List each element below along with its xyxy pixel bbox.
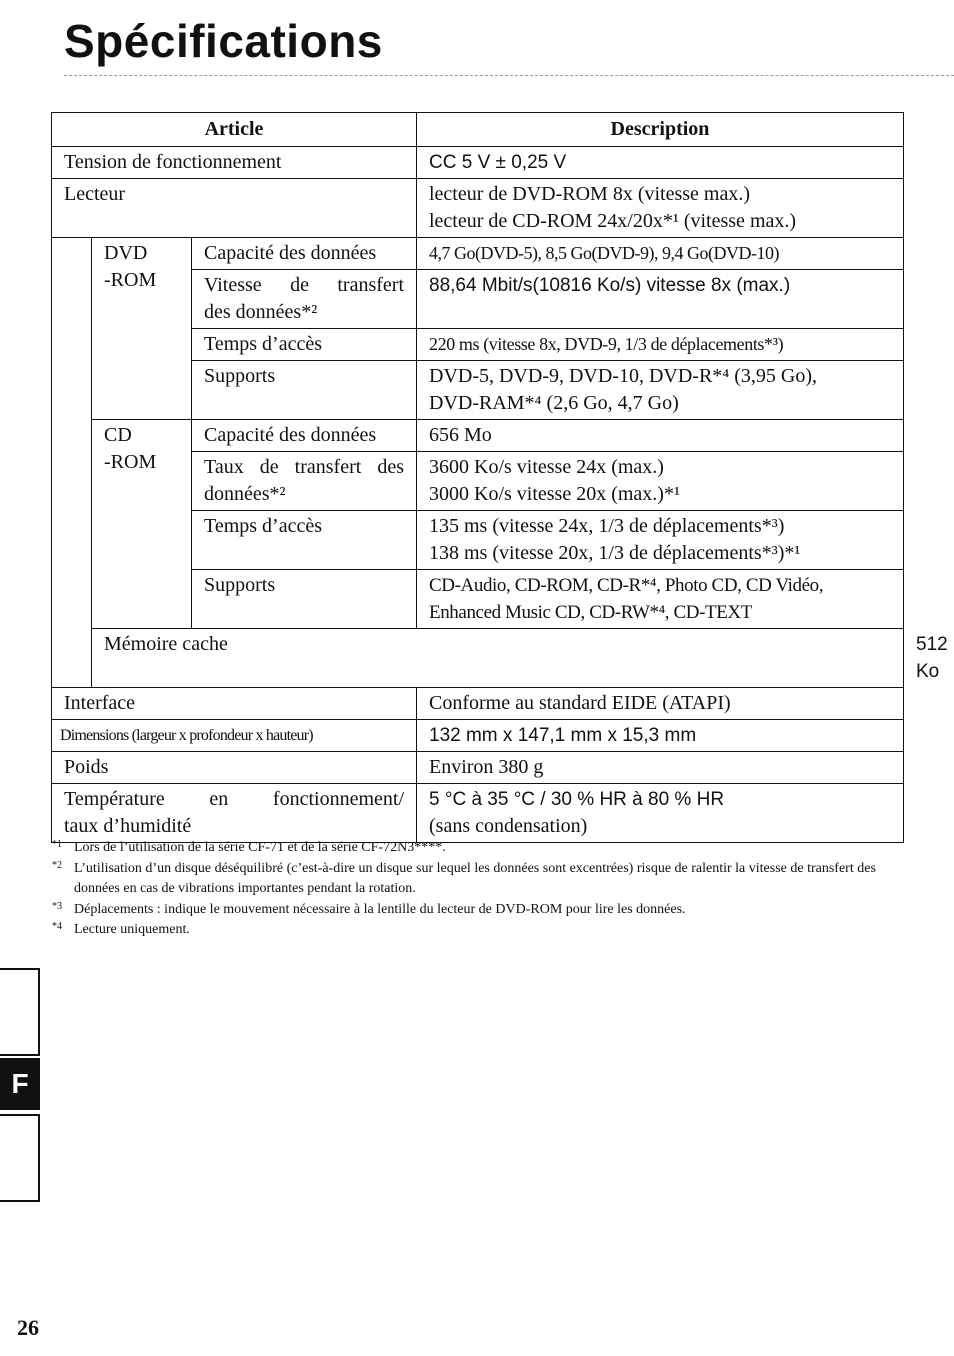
footnote-mark: *2 — [52, 859, 62, 871]
group-label-cd-line2: -ROM — [104, 451, 157, 473]
side-tab-upper — [0, 968, 40, 1056]
cd-supports-line2: Enhanced Music CD, CD-RW*⁴, CD-TEXT — [429, 602, 752, 623]
footnote-text: Lecture uniquement. — [74, 922, 190, 937]
table-row — [52, 179, 904, 238]
lecteur-line-dvd: lecteur de DVD-ROM 8x (vitesse max.) — [429, 183, 751, 205]
footnotes — [52, 838, 882, 941]
footnote-4 — [52, 920, 882, 941]
footnote-text: L’utilisation d’un disque déséquilibré (c’est-à-dire un disque sur lequel les données sont excentrées) risque de ralentir la vitesse de transfert des données en cas de vibrations importantes pendant la rotation. — [74, 860, 876, 896]
subgroup-indent — [52, 238, 92, 688]
table-row — [52, 238, 904, 270]
spec-label-cd-capacite: Capacité des données — [192, 420, 417, 452]
temperature-line1: 5 °C à 35 °C / 30 % HR à 80 % HR — [429, 789, 725, 810]
title-divider — [64, 75, 954, 76]
spec-label-tension: Tension de fonctionnement — [52, 147, 417, 179]
footnote-3 — [52, 900, 882, 921]
spec-value-lecteur — [417, 179, 904, 238]
table-row — [52, 784, 904, 843]
footnote-mark: *1 — [52, 839, 62, 850]
spec-label-dvd-capacite: Capacité des données — [192, 238, 417, 270]
cd-taux-label-line2: données*² — [204, 483, 286, 505]
side-tab-language: F — [0, 1058, 40, 1110]
group-label-cd-line1: CD — [104, 424, 132, 446]
cd-taux-label-line1: Taux de transfert des — [204, 456, 404, 478]
spec-label-dvd-vitesse — [192, 270, 417, 329]
specifications-table — [51, 112, 948, 843]
group-label-dvd-line2: -ROM — [104, 269, 157, 291]
footnote-mark: *4 — [52, 921, 62, 932]
spec-label-interface: Interface — [52, 688, 417, 720]
spec-label-cd-supports: Supports — [192, 570, 417, 629]
cd-taux-line2: 3000 Ko/s vitesse 20x (max.)*¹ — [429, 483, 680, 505]
dvd-supports-line2: DVD-RAM*⁴ (2,6 Go, 4,7 Go) — [429, 392, 679, 414]
spec-value-interface: Conforme au standard EIDE (ATAPI) — [417, 688, 904, 720]
spec-label-memoire: Mémoire cache — [92, 629, 904, 688]
table-row — [52, 420, 904, 452]
lecteur-line-cd: lecteur de CD-ROM 24x/20x*¹ (vitesse max.) — [429, 210, 797, 232]
spec-value-dvd-temps: 220 ms (vitesse 8x, DVD-9, 1/3 de déplacements*³) — [417, 329, 904, 361]
group-label-cd — [92, 420, 192, 629]
header-description: Description — [417, 113, 904, 147]
page-number: 26 — [17, 1315, 39, 1340]
temperature-label-line1: Température en fonctionnement/ — [64, 788, 404, 810]
spec-value-dvd-capacite: 4,7 Go(DVD-5), 8,5 Go(DVD-9), 9,4 Go(DVD-10) — [417, 238, 904, 270]
header-article: Article — [52, 113, 417, 147]
spec-value-dvd-vitesse: 88,64 Mbit/s(10816 Ko/s) vitesse 8x (max.) — [417, 270, 904, 329]
temperature-label-line2: taux d’humidité — [64, 815, 192, 837]
side-tab-lower — [0, 1114, 40, 1202]
spec-label-dvd-temps: Temps d’accès — [192, 329, 417, 361]
spec-value-cd-supports — [417, 570, 904, 629]
page-title: Spécifications — [64, 15, 383, 67]
table-row — [52, 147, 904, 179]
group-label-dvd — [92, 238, 192, 420]
spec-value-poids: Environ 380 g — [417, 752, 904, 784]
table-row — [52, 752, 904, 784]
spec-value-cd-temps — [417, 511, 904, 570]
cd-supports-line1: CD-Audio, CD-ROM, CD-R*⁴, Photo CD, CD Vidéo, — [429, 575, 824, 596]
footnote-text: Lors de l’utilisation de la série CF-71 et de la série CF-72N3****. — [74, 840, 446, 855]
group-label-dvd-line1: DVD — [104, 242, 148, 264]
temperature-line2: (sans condensation) — [429, 815, 588, 837]
spec-value-cd-taux — [417, 452, 904, 511]
table-row: Mémoire cache 512 Ko — [52, 629, 904, 688]
dvd-vitesse-label-line1: Vitesse de transfert — [204, 274, 404, 296]
dvd-vitesse-label-line2: des données*² — [204, 301, 318, 323]
table-row — [52, 720, 904, 752]
spec-value-cd-capacite: 656 Mo — [417, 420, 904, 452]
table-header-row — [52, 113, 904, 147]
cd-taux-line1: 3600 Ko/s vitesse 24x (max.) — [429, 456, 664, 478]
spec-label-dimensions: Dimensions (largeur x profondeur x hauteur) — [52, 720, 417, 752]
cd-temps-line2: 138 ms (vitesse 20x, 1/3 de déplacements*³)*¹ — [429, 542, 801, 564]
spec-label-cd-temps: Temps d’accès — [192, 511, 417, 570]
footnote-text: Déplacements : indique le mouvement nécessaire à la lentille du lecteur de DVD-ROM pour lire les données. — [74, 901, 686, 917]
dvd-supports-line1: DVD-5, DVD-9, DVD-10, DVD-R*⁴ (3,95 Go), — [429, 365, 818, 387]
cd-temps-line1: 135 ms (vitesse 24x, 1/3 de déplacements*³) — [429, 515, 785, 537]
spec-value-dvd-supports — [417, 361, 904, 420]
spec-value-temperature — [417, 784, 904, 843]
table-row — [52, 688, 904, 720]
spec-label-temperature — [52, 784, 417, 843]
footnote-2 — [52, 859, 882, 900]
spec-value-dimensions: 132 mm x 147,1 mm x 15,3 mm — [417, 720, 904, 752]
spec-value-tension: CC 5 V ± 0,25 V — [417, 147, 904, 179]
spec-label-poids: Poids — [52, 752, 417, 784]
footnote-mark: *3 — [52, 900, 62, 912]
spec-label-cd-taux — [192, 452, 417, 511]
spec-label-dvd-supports: Supports — [192, 361, 417, 420]
spec-label-lecteur: Lecteur — [52, 179, 417, 238]
footnote-1 — [52, 838, 882, 859]
